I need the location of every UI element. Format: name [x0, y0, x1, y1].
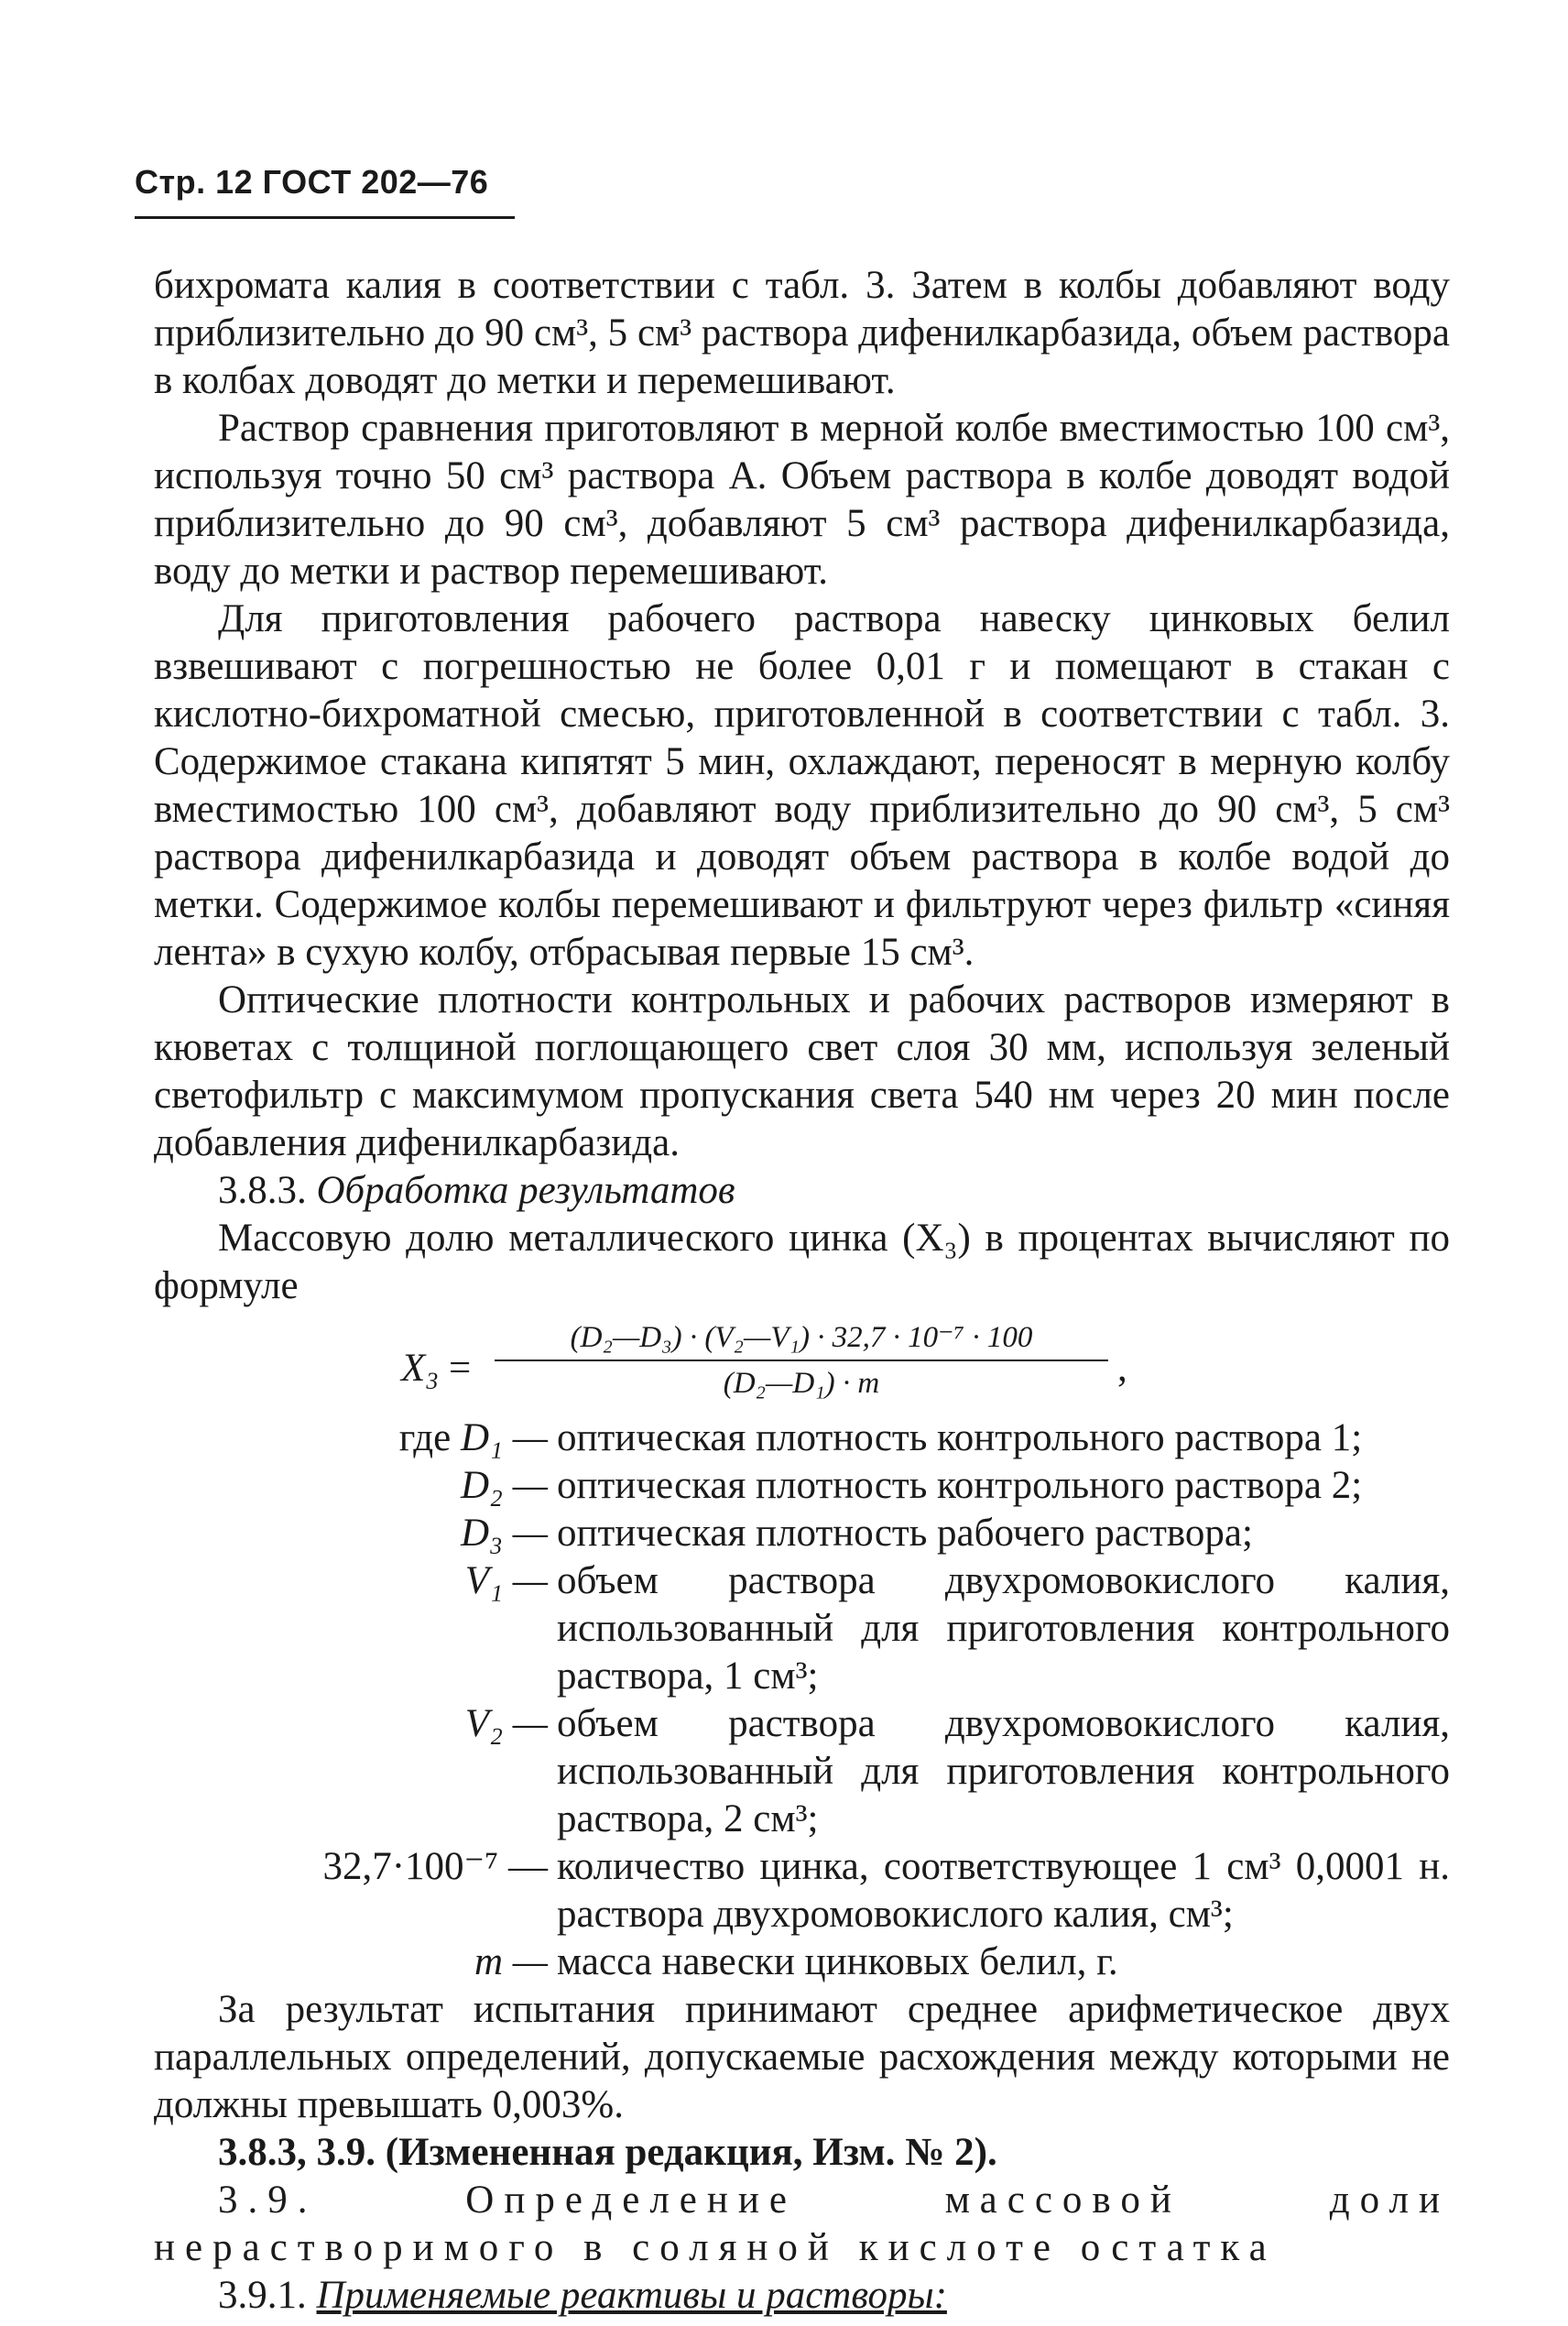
definitions-list [154, 1414, 1450, 1986]
paragraph-6: За результат испытания принимают среднее арифметическое двух параллельных определений, допускаемые расхождения между которыми не должны превышать 0,003%. [154, 1988, 1450, 2126]
definition-item [154, 1938, 1450, 1986]
definition-item [154, 1700, 1450, 1843]
definition-item [154, 1462, 1450, 1510]
page-header: Стр. 12 ГОСТ 202—76 [135, 163, 489, 201]
formula-comma: , [1117, 1347, 1127, 1390]
section-number: 3.9.1. [218, 2274, 307, 2317]
definition-text: оптическая плотность контрольного раствора 1; [557, 1416, 1363, 1459]
formula-denominator: (D₂—D₁) · m [723, 1367, 880, 1400]
section-3-8-3-heading [154, 1167, 1450, 1215]
section-title: Применяемые реактивы и растворы: [316, 2274, 947, 2317]
paragraph-5: Массовую долю металлического цинка (X₃) в процентах вычисляют по формуле [154, 1217, 1450, 1307]
section-3-9-1-heading [154, 2272, 1450, 2320]
formula-equals: = [449, 1347, 472, 1390]
paragraph-2: Раствор сравнения приготовляют в мерной колбе вместимостью 100 см³, используя точно 50 см³ раствора А. Объем раствора в колбе доводят водой приблизительно до 90 см³, добавляют 5 см³ раствора дифенилкарбазида, воду до метки и раствор перемешивают. [154, 407, 1450, 593]
formula-numerator: (D₂—D₃) · (V₂—V₁) · 32,7 · 10⁻⁷ · 100 [570, 1321, 1033, 1354]
formula-lhs: X₃ [401, 1347, 440, 1390]
paragraph-3: Для приготовления рабочего раствора навеску цинковых белил взвешивают с погрешностью не более 0,01 г и помещают в стакан с кислотно-бихроматной смесью, приготовленной в соответствии с табл. 3. Содержимое стакана кипятят 5 мин, охлаждают, переносят в мерную колбу вместимостью 100 см³, добавляют воду приблизительно до 90 см³, 5 см³ раствора дифенилкарбазида и доводят объем раствора в колбе водой до метки. Содержимое колбы перемешивают и фильтруют через фильтр «синяя лента» в сухую колбу, отбрасывая первые 15 см³. [154, 597, 1450, 974]
header-rule [135, 216, 515, 219]
definition-term: m — [474, 1940, 548, 1983]
definition-text: объем раствора двухромовокислого калия, использованный для приготовления контрольного раствора, 1 см³; [557, 1559, 1450, 1698]
section-3-9-heading: 3.9. Определение массовой доли нерастворимого в соляной кислоте остатка [154, 2179, 1450, 2269]
amendment-note: 3.8.3, 3.9. (Измененная редакция, Изм. № 2). [218, 2131, 997, 2174]
definition-term: D₃ — [461, 1512, 548, 1555]
definition-term: 32,7·100⁻⁷ — [322, 1845, 548, 1888]
definition-term: V₂ — [464, 1702, 548, 1745]
definition-term: D₂ — [461, 1464, 548, 1507]
definition-text: объем раствора двухромовокислого калия, использованный для приготовления контрольного раствора, 2 см³; [557, 1702, 1450, 1840]
definition-item [154, 1843, 1450, 1938]
paragraph-1: бихромата калия в соответствии с табл. 3. Затем в колбы добавляют воду приблизительно до 90 см³, 5 см³ раствора дифенилкарбазида, объем раствора в колбах доводят до метки и перемешивают. [154, 264, 1450, 402]
paragraph-4: Оптические плотности контрольных и рабочих растворов измеряют в кюветах с толщиной поглощающего свет слоя 30 мм, используя зеленый светофильтр с максимумом пропускания света 540 нм через 20 мин после добавления дифенилкарбазида. [154, 978, 1450, 1164]
where-label: где [398, 1416, 452, 1459]
definition-item [154, 1414, 1450, 1462]
definition-text: оптическая плотность контрольного раствора 2; [557, 1464, 1363, 1507]
definition-item [154, 1557, 1450, 1700]
document-body [154, 262, 1450, 2320]
definition-term: где D₁ — [398, 1416, 548, 1459]
definition-term: V₁ — [464, 1559, 548, 1602]
definition-text: количество цинка, соответствующее 1 см³ 0,0001 н. раствора двухромовокислого калия, см³; [557, 1845, 1450, 1936]
section-title: Обработка результатов [316, 1169, 735, 1212]
definition-text: оптическая плотность рабочего раствора; [557, 1512, 1253, 1555]
formula [154, 1317, 1450, 1409]
definition-text: масса навески цинковых белил, г. [557, 1940, 1118, 1983]
fraction-bar [495, 1360, 1108, 1361]
formula-fraction [495, 1317, 1108, 1403]
definition-item [154, 1510, 1450, 1557]
section-number: 3.8.3. [218, 1169, 307, 1212]
